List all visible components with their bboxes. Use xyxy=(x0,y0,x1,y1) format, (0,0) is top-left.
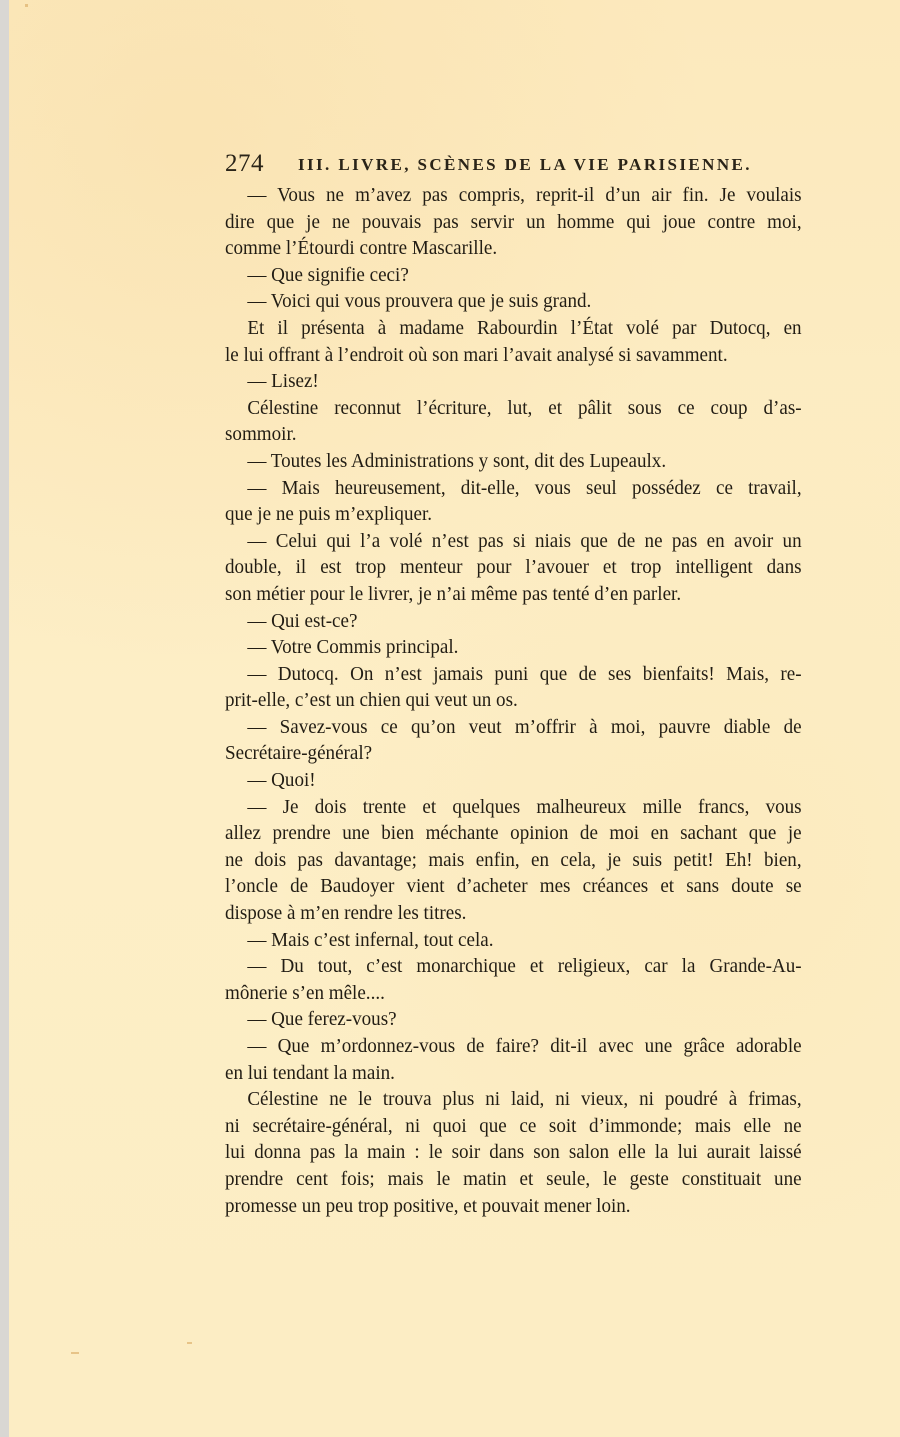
text-line: son métier pour le livrer, je n’ai même pas tenté d’en parler. xyxy=(225,582,682,605)
text-line: — Que m’ordonnez-vous de faire? dit-il avec une grâce adorable xyxy=(247,1035,802,1057)
text-line: ni secrétaire-général, ni quoi que ce soit d’immonde; mais elle ne xyxy=(225,1114,802,1137)
text-line: — Dutocq. On n’est jamais puni que de ses bienfaits! Mais, re- xyxy=(247,662,802,685)
page-header xyxy=(225,150,801,178)
text-line: — Vous ne m’avez pas compris, reprit-il d’un air fin. Je voulais xyxy=(247,184,802,206)
text-line: Célestine ne le trouva plus ni laid, ni vieux, ni poudré à frimas, xyxy=(247,1088,802,1111)
book-page xyxy=(9,0,900,1437)
text-line: sommoir. xyxy=(225,423,297,446)
text-line: — Quoi! xyxy=(247,769,316,792)
paper-speck xyxy=(71,1352,79,1354)
text-line: — Voici qui vous prouvera que je suis grand. xyxy=(247,290,592,313)
text-line: — Qui est-ce? xyxy=(247,609,358,632)
text-line: prit-elle, c’est un chien qui veut un os. xyxy=(225,689,518,712)
text-line: Célestine reconnut l’écriture, lut, et pâlit sous ce coup d’as- xyxy=(247,396,802,419)
text-line: — Que signifie ceci? xyxy=(247,263,409,286)
text-line: — Mais heureusement, dit-elle, vous seul possédez ce travail, xyxy=(247,476,802,499)
text-line: mônerie s’en mêle.... xyxy=(225,981,385,1004)
text-line: dispose à m’en rendre les titres. xyxy=(225,902,467,925)
text-line: ne dois pas davantage; mais enfin, en cela, je suis petit! Eh! bien, xyxy=(225,848,802,871)
running-head: III. LIVRE, SCÈNES DE LA VIE PARISIENNE. xyxy=(298,155,752,174)
text-line: double, il est trop menteur pour l’avouer et trop intelligent dans xyxy=(225,556,802,579)
text-line: Secrétaire-général? xyxy=(225,742,373,765)
text-line: — Votre Commis principal. xyxy=(247,636,459,659)
text-line: en lui tendant la main. xyxy=(225,1061,395,1084)
text-line: — Savez-vous ce qu’on veut m’offrir à moi, pauvre diable de xyxy=(247,715,802,738)
text-line: lui donna pas la main : le soir dans son salon elle la lui aurait laissé xyxy=(225,1141,802,1164)
text-line: — Toutes les Administrations y sont, dit des Lupeaulx. xyxy=(247,449,667,472)
text-line: que je ne puis m’expliquer. xyxy=(225,503,433,526)
text-line: Et il présenta à madame Rabourdin l’État volé par Dutocq, en xyxy=(247,316,802,339)
text-line: — Mais c’est infernal, tout cela. xyxy=(247,928,494,951)
text-line: — Lisez! xyxy=(247,370,319,393)
text-line: l’oncle de Baudoyer vient d’acheter mes créances et sans doute se xyxy=(225,875,802,898)
text-line: — Je dois trente et quelques malheureux mille francs, vous xyxy=(247,795,802,818)
paper-speck xyxy=(187,1342,192,1344)
text-line: promesse un peu trop positive, et pouvait mener loin. xyxy=(225,1194,631,1217)
text-line: comme l’Étourdi contre Mascarille. xyxy=(225,237,498,260)
text-line: dire que je ne pouvais pas servir un homme qui joue contre moi, xyxy=(225,210,802,233)
text-line: prendre cent fois; mais le matin et seule, le geste constituait une xyxy=(225,1167,802,1190)
text-line: — Que ferez-vous? xyxy=(247,1008,397,1031)
text-line: allez prendre une bien méchante opinion de moi en sachant que je xyxy=(225,822,802,845)
body-text xyxy=(225,182,802,1219)
page-number: 274 xyxy=(225,150,264,177)
paper-speck xyxy=(25,4,28,7)
text-line: — Celui qui l’a volé n’est pas si niais que de ne pas en avoir un xyxy=(247,529,802,552)
text-line: le lui offrant à l’endroit où son mari l’avait analysé si savamment. xyxy=(225,343,728,366)
text-line: — Du tout, c’est monarchique et religieux, car la Grande-Au- xyxy=(247,955,802,978)
